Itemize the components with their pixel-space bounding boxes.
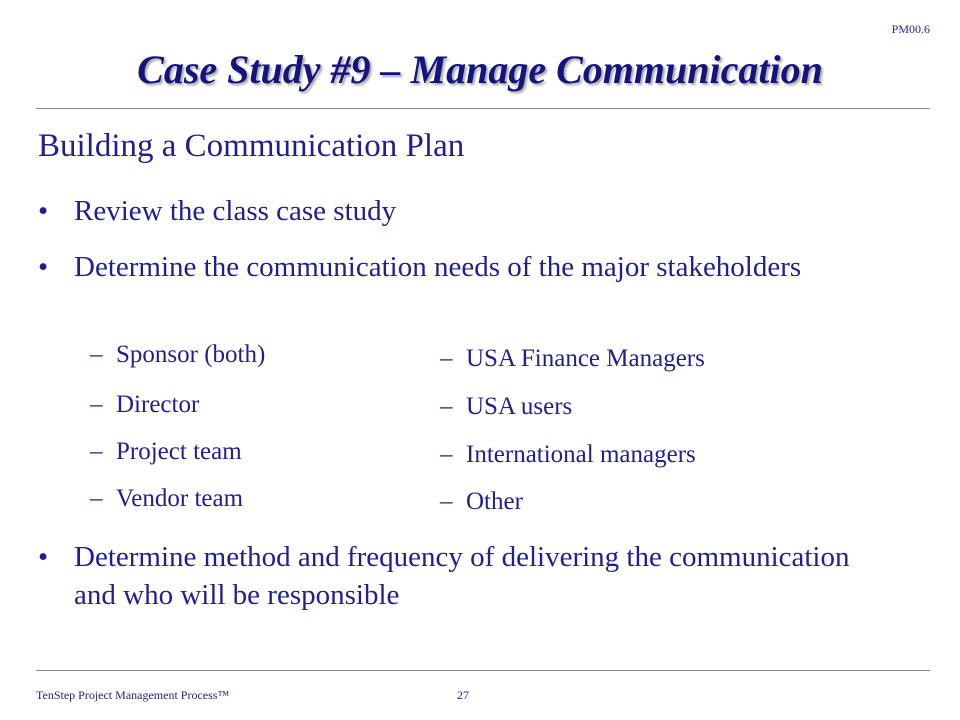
- stakeholder-item: [90, 390, 199, 420]
- stakeholder-item: [440, 392, 572, 422]
- bullet-marker: •: [38, 195, 49, 227]
- stakeholder-label: Sponsor (both): [116, 341, 266, 368]
- dash-marker: –: [440, 488, 453, 515]
- version-label: PM00.6: [891, 22, 930, 36]
- bullet-item: [38, 248, 898, 286]
- bullet-item: [38, 192, 898, 230]
- bullet-item: [38, 538, 898, 614]
- stakeholder-item: [90, 340, 265, 370]
- bullet-marker: •: [38, 541, 49, 573]
- bullet-marker: •: [38, 251, 49, 283]
- bullet-text: Determine method and frequency of delivering the communication and who will be responsible: [74, 541, 850, 611]
- stakeholder-label: Director: [116, 391, 200, 418]
- slide-title: Case Study #9 – Manage Communication: [137, 47, 823, 92]
- stakeholder-item: [440, 487, 523, 517]
- stakeholder-label: Vendor team: [116, 485, 244, 512]
- stakeholder-label: USA Finance Managers: [466, 345, 705, 372]
- slide-subtitle: Building a Communication Plan: [38, 128, 465, 164]
- dash-marker: –: [440, 393, 453, 420]
- dash-marker: –: [90, 485, 103, 512]
- stakeholder-label: Project team: [116, 438, 242, 465]
- stakeholder-item: [440, 344, 705, 374]
- stakeholder-label: International managers: [466, 441, 696, 468]
- page-number: 27: [457, 688, 469, 702]
- footer-text: TenStep Project Management Process™: [36, 688, 230, 702]
- stakeholder-item: [90, 437, 242, 467]
- footer-divider: [36, 670, 930, 671]
- bullet-text: Determine the communication needs of the major stakeholders: [74, 251, 802, 283]
- dash-marker: –: [90, 341, 103, 368]
- dash-marker: –: [440, 345, 453, 372]
- stakeholder-label: USA users: [466, 393, 573, 420]
- dash-marker: –: [90, 391, 103, 418]
- bullet-text: Review the class case study: [74, 195, 397, 227]
- stakeholder-item: [90, 484, 243, 514]
- stakeholder-label: Other: [466, 488, 523, 515]
- header-divider: [36, 108, 930, 109]
- stakeholder-item: [440, 440, 696, 470]
- dash-marker: –: [90, 438, 103, 465]
- dash-marker: –: [440, 441, 453, 468]
